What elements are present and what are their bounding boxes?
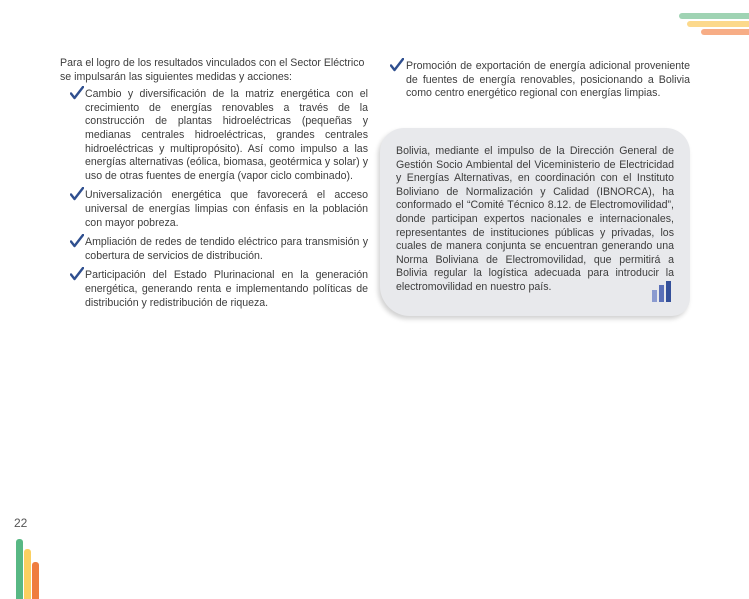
list-item-text: Universalización energética que favorecerá el acceso universal de energías limpias con énfasis en la población con mayor pobreza.: [85, 189, 368, 229]
header-decoration: [677, 13, 749, 37]
list-item-text: Cambio y diversificación de la matriz energética con el crecimiento de energías renovables a través de la construcción de plantas hidroeléctricas (pequeñas y medianas centrales hidroeléctricas, grandes centrales hidroeléctricas y multipropósito). Así como impulso a las energías alternativas (eólica, biomasa, geotérmica y solar) y uso de otras fuentes de energía (vapor ciclo combinado).: [85, 88, 368, 182]
intro-paragraph: Para el logro de los resultados vinculados con el Sector Eléctrico se impulsarán las siguientes medidas y acciones:: [60, 57, 365, 83]
footer-decoration: [15, 539, 45, 599]
list-item-text: Promoción de exportación de energía adicional proveniente de fuentes de energía renovables, posicionando a Bolivia como centro energético regional con energías limpias.: [406, 60, 690, 100]
deco-bar-yellow: [24, 549, 31, 599]
deco-bar-yellow: [687, 21, 749, 27]
right-column: [392, 60, 690, 107]
checkmark-icon: [70, 86, 84, 100]
checkmark-icon: [70, 187, 84, 201]
checkmark-icon: [70, 234, 84, 248]
list-item: [392, 60, 690, 101]
checkmark-icon: [70, 267, 84, 281]
left-column: [60, 57, 368, 316]
deco-bar-green: [16, 539, 23, 599]
list-item: [60, 269, 368, 310]
list-item-text: Ampliación de redes de tendido eléctrico para transmisión y cobertura de servicios de distribución.: [85, 236, 368, 262]
list-item: [60, 236, 368, 263]
deco-bar-orange: [701, 29, 749, 35]
bar-chart-icon: [652, 280, 674, 302]
info-box: [380, 128, 690, 316]
list-item: [60, 88, 368, 183]
info-box-text: Bolivia, mediante el impulso de la Dirección General de Gestión Socio Ambiental del Viceministerio de Electricidad y Energías Alternativas, en coordinación con el Instituto Boliviano de Normalización y Calidad (IBNORCA), ha conformado el “Comité Técnico 8.12. de Electromovilidad”, donde participan expertos nacionales e internacionales, representantes de instituciones públicas y privadas, los cuales de manera conjunta se encuentran generando una Norma Boliviana de Electromovilidad, que permitirá a Bolivia regular la logística adecuada para introducir la electromovilidad en nuestro país.: [396, 145, 674, 293]
list-item: [60, 189, 368, 230]
page-number: 22: [14, 516, 28, 530]
list-item-text: Participación del Estado Plurinacional en la generación energética, generando renta e implementando políticas de distribución y redistribución de riqueza.: [85, 269, 368, 309]
deco-bar-green: [679, 13, 749, 19]
checkmark-icon: [390, 58, 404, 72]
deco-bar-orange: [32, 562, 39, 599]
